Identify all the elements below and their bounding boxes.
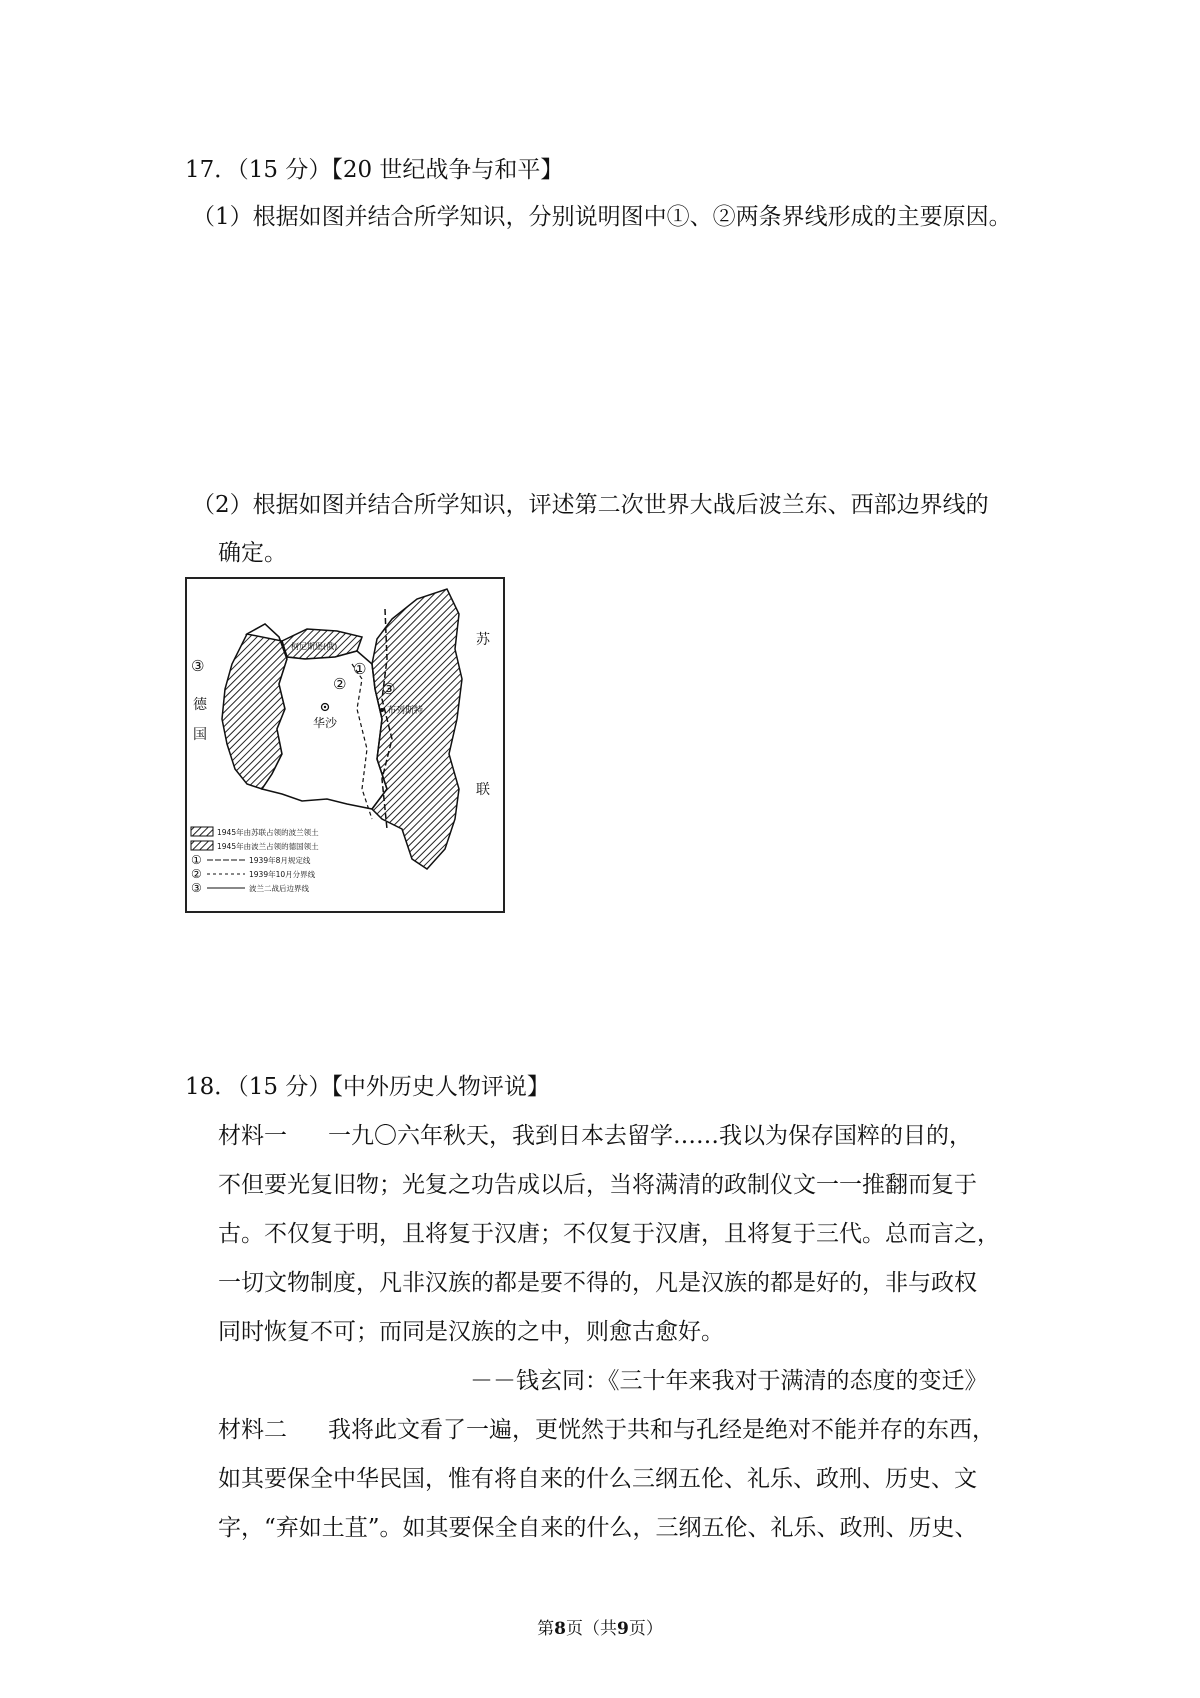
marker-3-west: ③ <box>191 657 205 675</box>
marker-3-east: ③ <box>382 680 396 698</box>
label-germany-1: 德 <box>193 697 207 713</box>
material-1-line-5: 同时恢复不可；而同是汉族的之中，则愈古愈好。 <box>218 1319 724 1345</box>
legend-item-3: 1939年8月规定线 <box>249 856 311 865</box>
legend-item-2: 1945年由波兰占领的德国领土 <box>217 842 319 851</box>
q18-header: 18．（15 分）【中外历史人物评说】 <box>185 1074 550 1100</box>
q17-part2-line2: 确定。 <box>218 540 287 566</box>
label-germany-2: 国 <box>193 727 207 743</box>
material-2-line-3: 字，“弃如土苴”。如其要保全自来的什么，三纲五伦、礼乐、政刑、历史、 <box>218 1515 978 1541</box>
total-pages: 9 <box>617 1619 629 1639</box>
material-1-line-2: 不但要光复旧物；光复之功告成以后，当将满清的政制仪文一一推翻而复于 <box>218 1172 977 1198</box>
material-2-line-2: 如其要保全中华民国，惟有将自来的什么三纲五伦、礼乐、政刑、历史、文 <box>218 1466 977 1492</box>
material-1-line-1 <box>218 1121 972 1151</box>
material-1-source: －－钱玄同：《三十年来我对于满清的态度的变迁》 <box>470 1368 988 1394</box>
material-1-line-4: 一切文物制度，凡非汉族的都是要不得的，凡是汉族的都是好的，非与政权 <box>218 1270 977 1296</box>
material-1-line-3: 古。不仅复于明，且将复于汉唐；不仅复于汉唐，且将复于三代。总而言之， <box>218 1221 1000 1247</box>
q17-part2-line1: （2）根据如图并结合所学知识，评述第二次世界大战后波兰东、西部边界线的 <box>192 492 989 518</box>
material-2-line-1 <box>218 1415 995 1445</box>
q17-header: 17．（15 分）【20 世纪战争与和平】 <box>185 157 564 183</box>
legend-marker-1: ① <box>191 853 202 867</box>
legend-item-4: 1939年10月分界线 <box>249 870 316 879</box>
label-konigsberg: 柯尼斯堡(俄) <box>291 642 338 651</box>
legend-marker-3: ③ <box>191 881 202 895</box>
label-ussr-1: 苏 <box>476 632 490 648</box>
label-warsaw: 华沙 <box>313 716 338 730</box>
marker-1: ① <box>353 660 367 678</box>
legend-item-1: 1945年由苏联占领的波兰领土 <box>217 828 319 837</box>
label-ussr-2: 联 <box>476 782 490 798</box>
marker-2: ② <box>333 675 347 693</box>
label-brest: 布列斯特 <box>387 706 424 716</box>
poland-border-map <box>185 577 505 913</box>
material-1-label: 材料一 <box>218 1123 287 1149</box>
material-2-text: 我将此文看了一遍，更恍然于共和与孔经是绝对不能并存的东西， <box>328 1417 995 1443</box>
page-footer: 第8页（共9页） <box>537 1619 663 1639</box>
legend-item-5: 波兰二战后边界线 <box>249 884 309 893</box>
map-legend <box>191 827 319 895</box>
current-page: 8 <box>554 1619 566 1639</box>
material-2-label: 材料二 <box>218 1417 287 1443</box>
material-1-text: 一九〇六年秋天，我到日本去留学……我以为保存国粹的目的， <box>328 1123 972 1149</box>
legend-marker-2: ② <box>191 867 202 881</box>
map-svg <box>187 579 503 911</box>
brest-marker <box>380 708 384 712</box>
q17-part1: （1）根据如图并结合所学知识，分别说明图中①、②两条界线形成的主要原因。 <box>192 204 1012 230</box>
